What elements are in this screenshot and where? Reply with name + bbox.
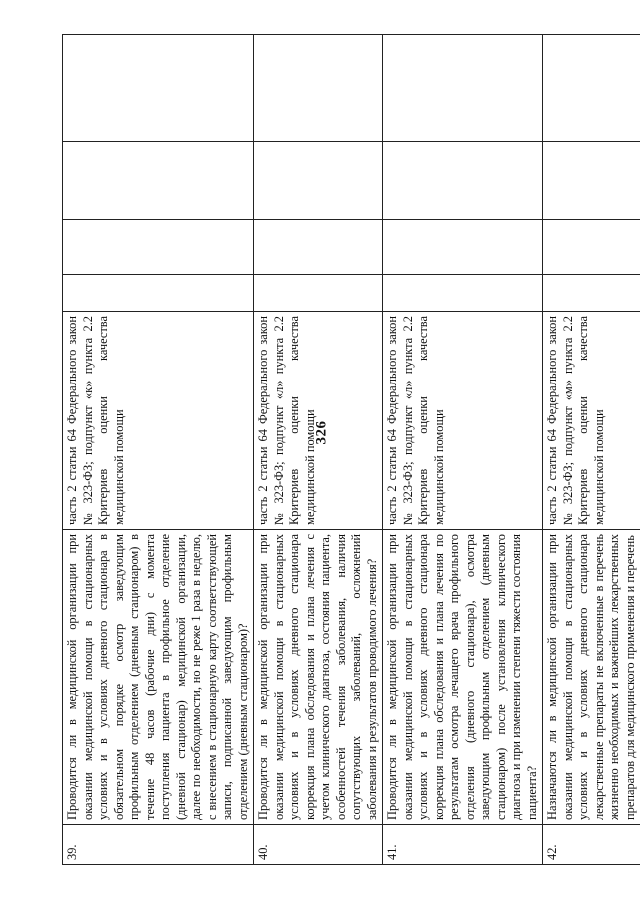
- empty-cell: [254, 275, 383, 312]
- empty-cell: [254, 35, 383, 142]
- legal-reference-cell: часть 2 статьи 64 Федерального закон № 323-ФЗ; подпункт «к» пункта 2.2 Критериев оценки качества медицинской помощи: [63, 312, 254, 530]
- row-number: 42.: [543, 825, 640, 865]
- legal-reference-cell: часть 2 статьи 64 Федерального закон № 323-ФЗ; подпункт «м» пункта 2.2 Критериев оценки качества медицинской помощи: [543, 312, 640, 530]
- empty-cell: [383, 275, 543, 312]
- question-cell: Назначаются ли в медицинской организации при оказании медицинской помощи в стационарных условиях и в условиях дневного стационара лекарственные препараты не включенные в перечень жизненно необходимых и важнейших лекарственных препаратов для медицинского применения и перечень: [543, 530, 640, 825]
- empty-cell: [254, 142, 383, 220]
- empty-cell: [543, 275, 640, 312]
- table-row: [63, 35, 254, 865]
- row-number: 40.: [254, 825, 383, 865]
- table-row: [383, 35, 543, 865]
- empty-cell: [63, 275, 254, 312]
- empty-cell: [383, 220, 543, 275]
- page-number: 326: [313, 420, 330, 445]
- table-row: [543, 35, 640, 865]
- criteria-table: [62, 34, 640, 865]
- table-row: [254, 35, 383, 865]
- legal-reference-cell: часть 2 статьи 64 Федерального закон № 323-ФЗ; подпункт «л» пункта 2.2 Критериев оценки качества медицинской помощи: [254, 312, 383, 530]
- empty-cell: [543, 142, 640, 220]
- question-cell: Проводится ли в медицинской организации при оказании медицинской помощи в стационарных условиях и в условиях дневного стационара коррекция плана обследования и плана лечения с учетом клинического диагноза, состояния пациента, особенностей течения заболевания, наличия сопутствующих заболеваний, осложнений заболевания и результатов проводимого лечения?: [254, 530, 383, 825]
- empty-cell: [543, 35, 640, 142]
- rotated-table-container: [62, 35, 637, 865]
- empty-cell: [63, 220, 254, 275]
- empty-cell: [63, 35, 254, 142]
- question-cell: Проводится ли в медицинской организации при оказании медицинской помощи в стационарных условиях и в условиях дневного стационара коррекция плана обследования и плана лечения по результатам осмотра лечащего врача профильного отделения (дневного стационара), осмотра заведующим профильным отделением (дневным стационаром) после установления клинического диагноза и при изменении степени тяжести состояния пациента?: [383, 530, 543, 825]
- empty-cell: [63, 142, 254, 220]
- empty-cell: [383, 142, 543, 220]
- legal-reference-cell: часть 2 статьи 64 Федерального закон № 323-ФЗ; подпункт «л» пункта 2.2 Критериев оценки качества медицинской помощи: [383, 312, 543, 530]
- empty-cell: [543, 220, 640, 275]
- empty-cell: [383, 35, 543, 142]
- question-cell: Проводится ли в медицинской организации при оказании медицинской помощи в стационарных условиях и в условиях дневного стационара в обязательном порядке осмотр заведующим профильным отделением (дневным стационаром) в течение 48 часов (рабочие дни) с момента поступления пациента в профильное отделение (дневной стационар) медицинской организации, далее по необходимости, но не реже 1 раза в неделю, с внесением в стационарную карту соответствующей записи, подписанной заведующим профильным отделением (дневным стационаром)?: [63, 530, 254, 825]
- row-number: 39.: [63, 825, 254, 865]
- row-number: 41.: [383, 825, 543, 865]
- empty-cell: [254, 220, 383, 275]
